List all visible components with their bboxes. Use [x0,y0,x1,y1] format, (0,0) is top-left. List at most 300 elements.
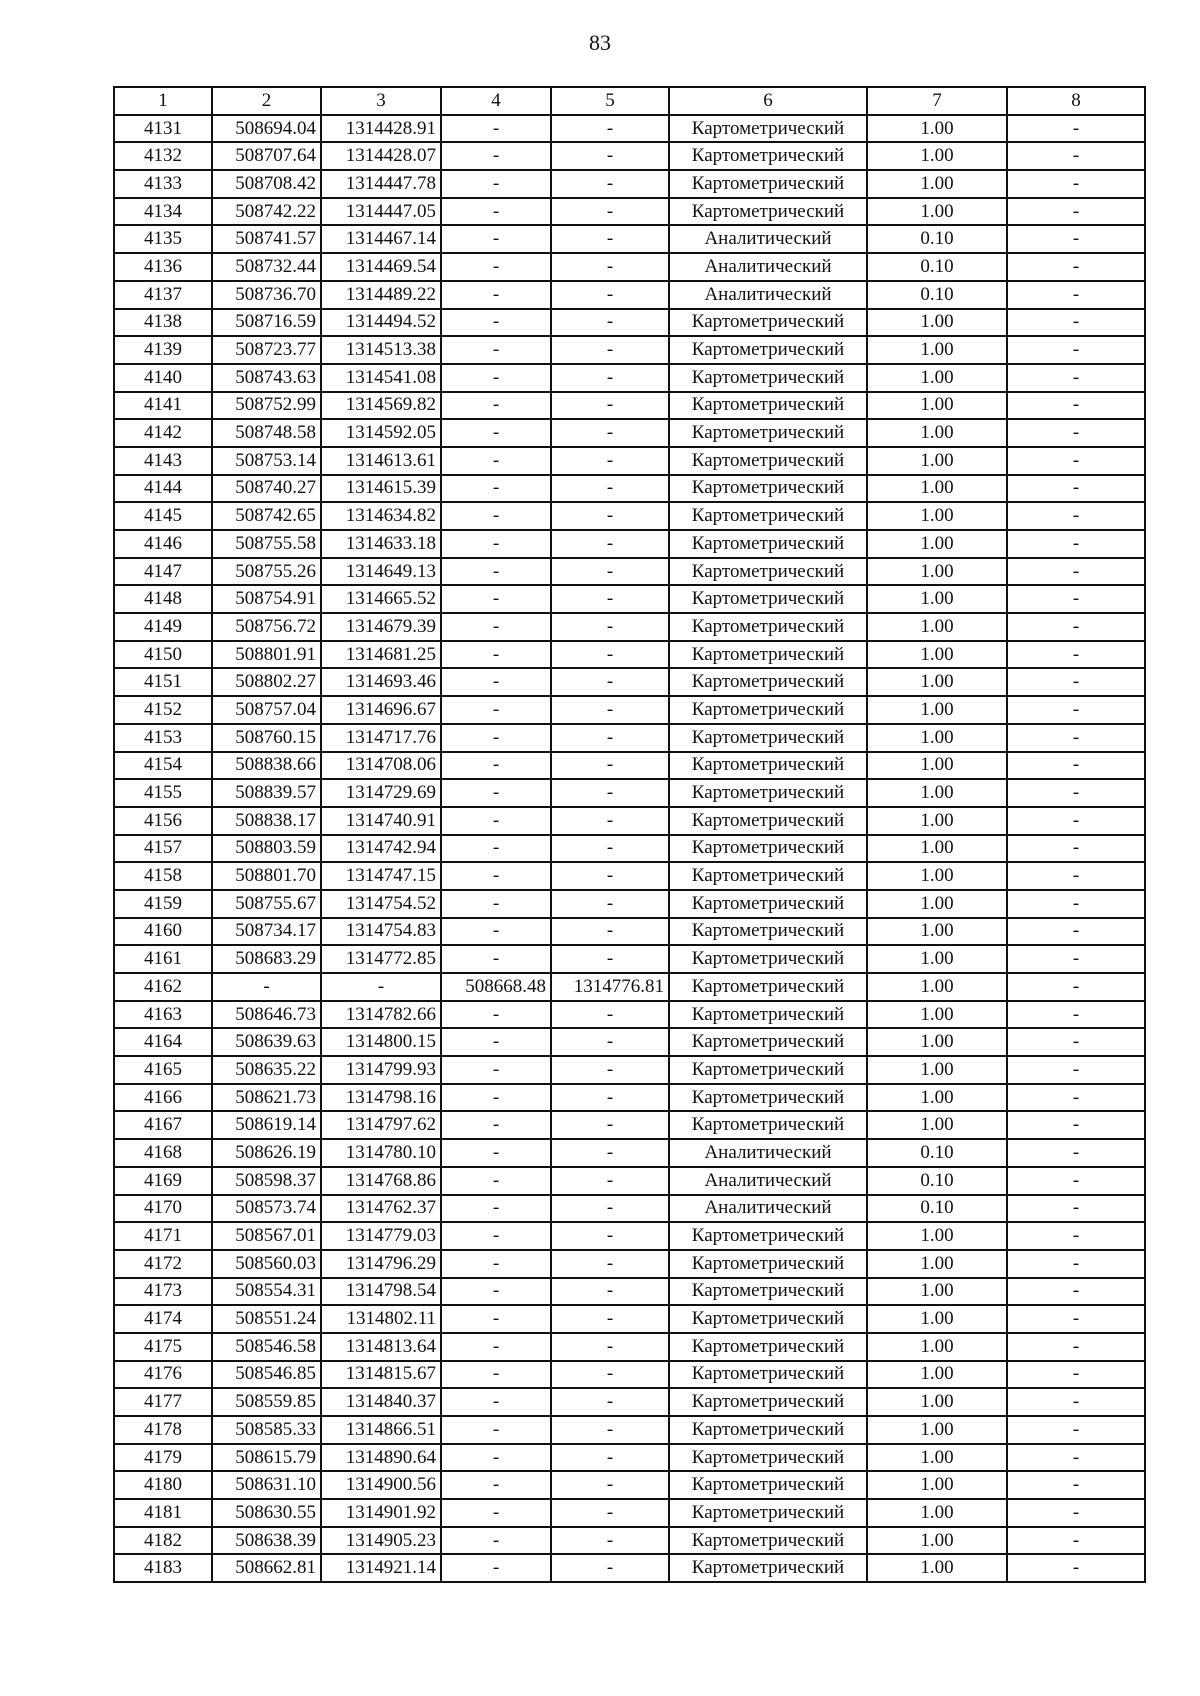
cell-accuracy: 1.00 [867,1056,1007,1084]
cell-description: - [1007,613,1145,641]
table-row [114,364,1145,392]
cell-x-coordinate-alt: - [441,890,551,918]
cell-description: - [1007,668,1145,696]
cell-x-coordinate-alt: - [441,1084,551,1112]
cell-x-coordinate-alt: - [441,253,551,281]
cell-point-number: 4136 [114,253,212,281]
cell-accuracy: 0.10 [867,225,1007,253]
cell-x-coordinate-alt: - [441,1305,551,1333]
cell-accuracy: 1.00 [867,1499,1007,1527]
cell-description: - [1007,1471,1145,1499]
page-number: 83 [589,30,611,55]
cell-determination-method: Картометрический [669,1222,867,1250]
cell-point-number: 4135 [114,225,212,253]
cell-x-coordinate: 508559.85 [212,1388,321,1416]
table-row [114,1416,1145,1444]
cell-y-coordinate: 1314800.15 [321,1028,441,1056]
cell-x-coordinate: 508662.81 [212,1554,321,1582]
column-header-5: 5 [551,87,669,115]
cell-y-coordinate-alt: - [551,170,669,198]
cell-x-coordinate-alt: - [441,170,551,198]
table-row [114,142,1145,170]
cell-determination-method: Картометрический [669,1111,867,1139]
cell-description: - [1007,1361,1145,1389]
table-row [114,1278,1145,1306]
cell-description: - [1007,253,1145,281]
cell-description: - [1007,1305,1145,1333]
cell-x-coordinate: 508742.65 [212,502,321,530]
cell-accuracy: 0.10 [867,1167,1007,1195]
cell-x-coordinate-alt: - [441,198,551,226]
cell-y-coordinate: 1314592.05 [321,419,441,447]
cell-y-coordinate: 1314679.39 [321,613,441,641]
table-row [114,1444,1145,1472]
cell-y-coordinate: 1314696.67 [321,696,441,724]
cell-point-number: 4137 [114,281,212,309]
cell-description: - [1007,1278,1145,1306]
cell-description: - [1007,115,1145,143]
cell-x-coordinate: 508551.24 [212,1305,321,1333]
cell-y-coordinate: 1314798.54 [321,1278,441,1306]
cell-determination-method: Картометрический [669,1388,867,1416]
cell-point-number: 4164 [114,1028,212,1056]
cell-x-coordinate: 508839.57 [212,779,321,807]
cell-description: - [1007,973,1145,1001]
cell-point-number: 4161 [114,945,212,973]
cell-y-coordinate-alt: - [551,1028,669,1056]
cell-y-coordinate: 1314772.85 [321,945,441,973]
cell-x-coordinate: 508639.63 [212,1028,321,1056]
cell-x-coordinate-alt: - [441,502,551,530]
cell-point-number: 4160 [114,918,212,946]
cell-point-number: 4132 [114,142,212,170]
table-row [114,281,1145,309]
cell-accuracy: 1.00 [867,945,1007,973]
cell-description: - [1007,890,1145,918]
cell-description: - [1007,1001,1145,1029]
cell-point-number: 4163 [114,1001,212,1029]
table-row [114,1222,1145,1250]
column-header-8: 8 [1007,87,1145,115]
cell-x-coordinate-alt: - [441,1001,551,1029]
cell-description: - [1007,835,1145,863]
cell-x-coordinate: 508741.57 [212,225,321,253]
cell-point-number: 4150 [114,641,212,669]
cell-description: - [1007,142,1145,170]
cell-description: - [1007,696,1145,724]
cell-x-coordinate-alt: - [441,1167,551,1195]
cell-determination-method: Картометрический [669,1471,867,1499]
cell-determination-method: Картометрический [669,1056,867,1084]
cell-y-coordinate-alt: - [551,668,669,696]
cell-y-coordinate-alt: - [551,1388,669,1416]
cell-y-coordinate: 1314890.64 [321,1444,441,1472]
cell-x-coordinate: 508732.44 [212,253,321,281]
cell-accuracy: 1.00 [867,973,1007,1001]
cell-x-coordinate-alt: - [441,1028,551,1056]
cell-x-coordinate-alt: - [441,225,551,253]
cell-x-coordinate: 508630.55 [212,1499,321,1527]
cell-determination-method: Картометрический [669,585,867,613]
cell-description: - [1007,558,1145,586]
cell-accuracy: 1.00 [867,364,1007,392]
cell-description: - [1007,585,1145,613]
cell-x-coordinate: 508554.31 [212,1278,321,1306]
cell-description: - [1007,1195,1145,1223]
cell-accuracy: 0.10 [867,1139,1007,1167]
cell-point-number: 4174 [114,1305,212,1333]
cell-determination-method: Картометрический [669,1444,867,1472]
cell-x-coordinate: 508736.70 [212,281,321,309]
cell-x-coordinate: 508615.79 [212,1444,321,1472]
table-row [114,1028,1145,1056]
cell-x-coordinate-alt: - [441,1056,551,1084]
cell-accuracy: 1.00 [867,336,1007,364]
cell-y-coordinate-alt: - [551,1001,669,1029]
cell-y-coordinate-alt: - [551,1056,669,1084]
cell-accuracy: 1.00 [867,724,1007,752]
cell-point-number: 4178 [114,1416,212,1444]
cell-description: - [1007,724,1145,752]
cell-point-number: 4147 [114,558,212,586]
cell-point-number: 4134 [114,198,212,226]
cell-y-coordinate: 1314717.76 [321,724,441,752]
cell-x-coordinate-alt: - [441,1250,551,1278]
cell-y-coordinate: 1314742.94 [321,835,441,863]
cell-y-coordinate: 1314447.05 [321,198,441,226]
table-row [114,807,1145,835]
cell-x-coordinate-alt: - [441,530,551,558]
cell-y-coordinate-alt: - [551,585,669,613]
cell-x-coordinate: 508638.39 [212,1527,321,1555]
cell-x-coordinate-alt: - [441,1499,551,1527]
cell-y-coordinate: 1314866.51 [321,1416,441,1444]
cell-y-coordinate: 1314467.14 [321,225,441,253]
cell-accuracy: 1.00 [867,1001,1007,1029]
cell-accuracy: 1.00 [867,392,1007,420]
cell-determination-method: Картометрический [669,890,867,918]
cell-y-coordinate: 1314762.37 [321,1195,441,1223]
cell-point-number: 4151 [114,668,212,696]
cell-y-coordinate: 1314802.11 [321,1305,441,1333]
cell-y-coordinate: 1314815.67 [321,1361,441,1389]
cell-y-coordinate-alt: - [551,1250,669,1278]
cell-determination-method: Картометрический [669,862,867,890]
cell-x-coordinate: 508598.37 [212,1167,321,1195]
cell-x-coordinate-alt: - [441,668,551,696]
cell-determination-method: Картометрический [669,918,867,946]
cell-y-coordinate: 1314447.78 [321,170,441,198]
table-row [114,336,1145,364]
table-row [114,1139,1145,1167]
table-row [114,918,1145,946]
cell-accuracy: 1.00 [867,1222,1007,1250]
cell-accuracy: 1.00 [867,530,1007,558]
column-header-3: 3 [321,87,441,115]
table-row [114,419,1145,447]
cell-point-number: 4168 [114,1139,212,1167]
cell-x-coordinate: 508753.14 [212,447,321,475]
cell-point-number: 4142 [114,419,212,447]
table-row [114,392,1145,420]
cell-point-number: 4139 [114,336,212,364]
cell-determination-method: Картометрический [669,1333,867,1361]
cell-y-coordinate-alt: - [551,1222,669,1250]
cell-x-coordinate-alt: - [441,585,551,613]
cell-accuracy: 1.00 [867,1444,1007,1472]
table-row [114,779,1145,807]
table-row [114,558,1145,586]
cell-determination-method: Картометрический [669,779,867,807]
cell-y-coordinate-alt: - [551,502,669,530]
cell-point-number: 4180 [114,1471,212,1499]
cell-point-number: 4179 [114,1444,212,1472]
table-row [114,585,1145,613]
cell-y-coordinate: 1314900.56 [321,1471,441,1499]
cell-point-number: 4148 [114,585,212,613]
table-row [114,613,1145,641]
cell-y-coordinate-alt: - [551,835,669,863]
column-header-4: 4 [441,87,551,115]
cell-y-coordinate: - [321,973,441,1001]
table-row [114,1056,1145,1084]
cell-accuracy: 1.00 [867,668,1007,696]
cell-point-number: 4138 [114,309,212,337]
cell-accuracy: 1.00 [867,447,1007,475]
cell-x-coordinate-alt: - [441,613,551,641]
cell-point-number: 4159 [114,890,212,918]
cell-determination-method: Аналитический [669,1195,867,1223]
cell-point-number: 4172 [114,1250,212,1278]
cell-point-number: 4156 [114,807,212,835]
cell-point-number: 4182 [114,1527,212,1555]
cell-y-coordinate-alt: - [551,336,669,364]
cell-determination-method: Аналитический [669,225,867,253]
cell-determination-method: Картометрический [669,752,867,780]
cell-description: - [1007,945,1145,973]
cell-determination-method: Картометрический [669,641,867,669]
cell-y-coordinate: 1314708.06 [321,752,441,780]
cell-x-coordinate: 508838.66 [212,752,321,780]
cell-accuracy: 0.10 [867,1195,1007,1223]
cell-y-coordinate-alt: - [551,1499,669,1527]
cell-x-coordinate-alt: - [441,807,551,835]
cell-accuracy: 1.00 [867,1388,1007,1416]
table-row [114,1111,1145,1139]
cell-x-coordinate: 508755.58 [212,530,321,558]
cell-determination-method: Картометрический [669,1305,867,1333]
cell-description: - [1007,807,1145,835]
cell-description: - [1007,1139,1145,1167]
table-row [114,225,1145,253]
cell-accuracy: 1.00 [867,613,1007,641]
cell-determination-method: Картометрический [669,613,867,641]
table-row [114,1471,1145,1499]
cell-y-coordinate: 1314681.25 [321,641,441,669]
cell-x-coordinate: 508755.67 [212,890,321,918]
cell-x-coordinate: 508756.72 [212,613,321,641]
cell-determination-method: Картометрический [669,309,867,337]
cell-accuracy: 1.00 [867,309,1007,337]
cell-description: - [1007,1554,1145,1582]
table-header [114,87,1145,115]
cell-x-coordinate: 508752.99 [212,392,321,420]
cell-y-coordinate-alt: - [551,918,669,946]
table-row [114,1084,1145,1112]
cell-y-coordinate-alt: - [551,1527,669,1555]
cell-x-coordinate: 508757.04 [212,696,321,724]
cell-accuracy: 1.00 [867,170,1007,198]
cell-accuracy: 1.00 [867,1111,1007,1139]
cell-determination-method: Картометрический [669,945,867,973]
cell-y-coordinate: 1314796.29 [321,1250,441,1278]
cell-point-number: 4183 [114,1554,212,1582]
cell-y-coordinate-alt: 1314776.81 [551,973,669,1001]
cell-point-number: 4141 [114,392,212,420]
cell-point-number: 4181 [114,1499,212,1527]
cell-y-coordinate-alt: - [551,752,669,780]
cell-y-coordinate-alt: - [551,890,669,918]
cell-x-coordinate-alt: - [441,835,551,863]
cell-description: - [1007,641,1145,669]
cell-x-coordinate-alt: 508668.48 [441,973,551,1001]
cell-x-coordinate-alt: - [441,447,551,475]
cell-description: - [1007,1167,1145,1195]
cell-point-number: 4155 [114,779,212,807]
cell-x-coordinate: 508801.70 [212,862,321,890]
cell-point-number: 4158 [114,862,212,890]
cell-point-number: 4177 [114,1388,212,1416]
cell-y-coordinate: 1314665.52 [321,585,441,613]
cell-y-coordinate: 1314615.39 [321,475,441,503]
cell-description: - [1007,336,1145,364]
table-row [114,1250,1145,1278]
cell-description: - [1007,198,1145,226]
cell-y-coordinate-alt: - [551,1278,669,1306]
cell-x-coordinate-alt: - [441,475,551,503]
cell-determination-method: Картометрический [669,198,867,226]
cell-y-coordinate: 1314693.46 [321,668,441,696]
cell-y-coordinate: 1314921.14 [321,1554,441,1582]
cell-description: - [1007,1084,1145,1112]
cell-determination-method: Картометрический [669,835,867,863]
cell-y-coordinate-alt: - [551,281,669,309]
column-header-6: 6 [669,87,867,115]
cell-description: - [1007,530,1145,558]
table-row [114,862,1145,890]
cell-x-coordinate-alt: - [441,1527,551,1555]
cell-accuracy: 0.10 [867,281,1007,309]
table-row [114,309,1145,337]
cell-description: - [1007,364,1145,392]
cell-point-number: 4131 [114,115,212,143]
cell-point-number: 4167 [114,1111,212,1139]
cell-y-coordinate: 1314613.61 [321,447,441,475]
cell-point-number: 4162 [114,973,212,1001]
cell-x-coordinate-alt: - [441,392,551,420]
cell-accuracy: 1.00 [867,862,1007,890]
cell-y-coordinate: 1314754.52 [321,890,441,918]
cell-x-coordinate: 508716.59 [212,309,321,337]
cell-determination-method: Картометрический [669,668,867,696]
cell-x-coordinate-alt: - [441,945,551,973]
cell-accuracy: 1.00 [867,198,1007,226]
cell-x-coordinate-alt: - [441,115,551,143]
cell-description: - [1007,1499,1145,1527]
cell-x-coordinate: 508694.04 [212,115,321,143]
cell-determination-method: Картометрический [669,1084,867,1112]
table-row [114,973,1145,1001]
table-row [114,945,1145,973]
column-header-2: 2 [212,87,321,115]
cell-accuracy: 1.00 [867,890,1007,918]
cell-description: - [1007,281,1145,309]
cell-accuracy: 1.00 [867,1416,1007,1444]
cell-point-number: 4143 [114,447,212,475]
cell-y-coordinate: 1314513.38 [321,336,441,364]
cell-determination-method: Картометрический [669,973,867,1001]
cell-y-coordinate-alt: - [551,1333,669,1361]
cell-x-coordinate-alt: - [441,1139,551,1167]
cell-y-coordinate: 1314840.37 [321,1388,441,1416]
cell-y-coordinate: 1314489.22 [321,281,441,309]
cell-determination-method: Картометрический [669,447,867,475]
table-row [114,668,1145,696]
table-row [114,115,1145,143]
cell-y-coordinate-alt: - [551,309,669,337]
column-header-7: 7 [867,87,1007,115]
cell-point-number: 4169 [114,1167,212,1195]
cell-description: - [1007,1416,1145,1444]
table-row [114,1527,1145,1555]
cell-determination-method: Картометрический [669,1499,867,1527]
cell-x-coordinate-alt: - [441,364,551,392]
cell-point-number: 4149 [114,613,212,641]
cell-y-coordinate-alt: - [551,558,669,586]
cell-determination-method: Картометрический [669,558,867,586]
cell-accuracy: 1.00 [867,585,1007,613]
cell-x-coordinate-alt: - [441,1195,551,1223]
table-row [114,447,1145,475]
cell-y-coordinate-alt: - [551,475,669,503]
cell-accuracy: 1.00 [867,1361,1007,1389]
cell-description: - [1007,447,1145,475]
cell-x-coordinate: 508546.58 [212,1333,321,1361]
cell-description: - [1007,392,1145,420]
cell-y-coordinate: 1314740.91 [321,807,441,835]
cell-description: - [1007,1028,1145,1056]
table-row [114,724,1145,752]
cell-description: - [1007,1111,1145,1139]
table-row [114,1167,1145,1195]
table-body [114,115,1145,1582]
cell-determination-method: Картометрический [669,530,867,558]
cell-description: - [1007,1250,1145,1278]
cell-y-coordinate: 1314747.15 [321,862,441,890]
cell-determination-method: Аналитический [669,1139,867,1167]
cell-x-coordinate: 508760.15 [212,724,321,752]
table-row [114,696,1145,724]
table-row [114,835,1145,863]
cell-point-number: 4153 [114,724,212,752]
cell-determination-method: Картометрический [669,1554,867,1582]
table-row [114,1305,1145,1333]
cell-y-coordinate: 1314541.08 [321,364,441,392]
cell-x-coordinate-alt: - [441,696,551,724]
cell-y-coordinate: 1314649.13 [321,558,441,586]
cell-x-coordinate: 508621.73 [212,1084,321,1112]
cell-x-coordinate: 508683.29 [212,945,321,973]
